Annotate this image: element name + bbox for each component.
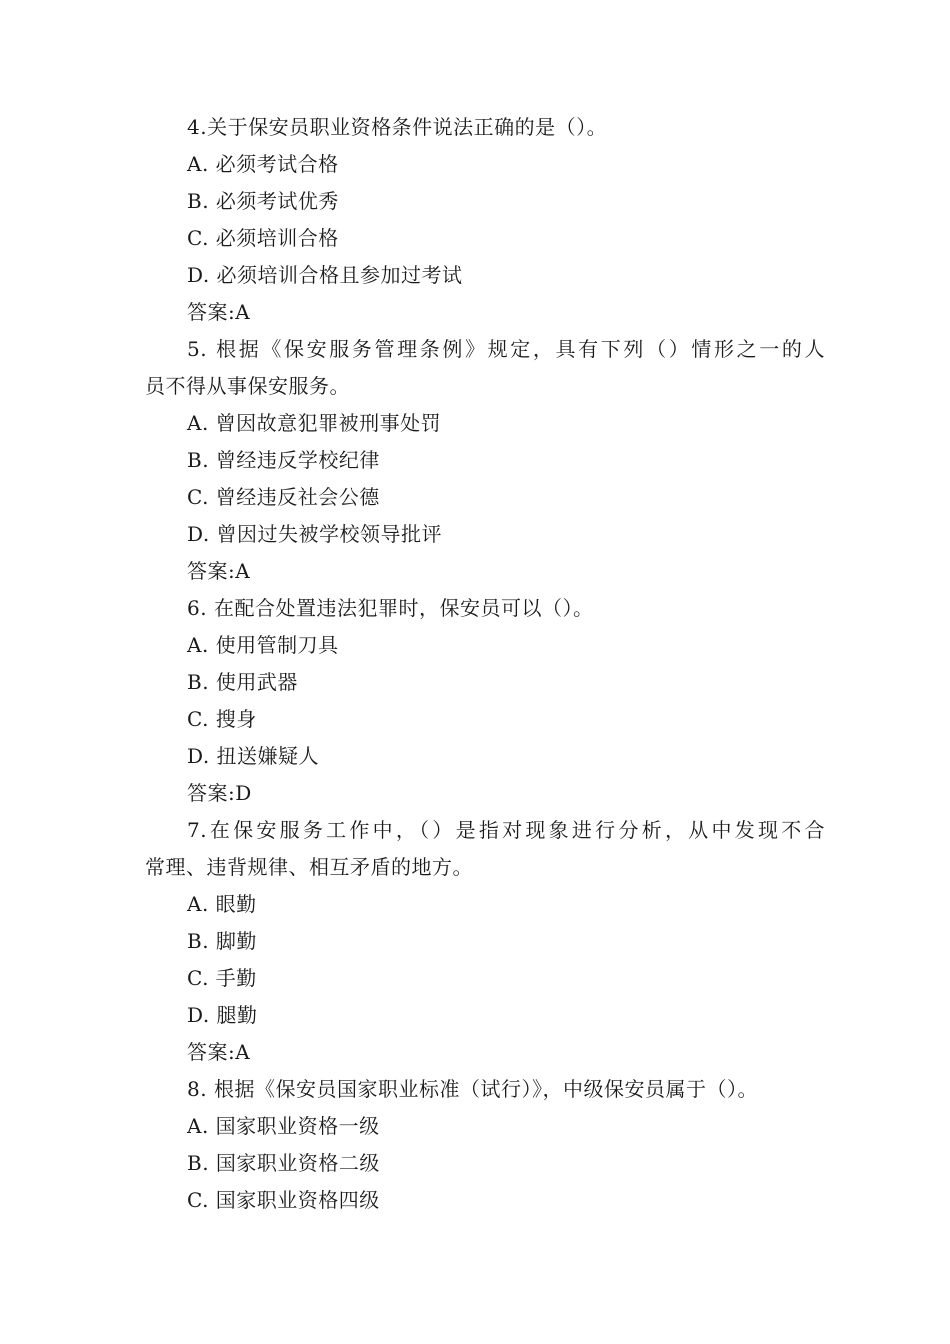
question-7 [145,812,825,1071]
option-a: A. 眼勤 [187,892,257,916]
question-stem: 7.在保安服务工作中，（）是指对现象进行分析，从中发现不合 [187,818,825,842]
option-a: A. 必须考试合格 [187,152,339,176]
question-stem: 8. 根据《保安员国家职业标准（试行）》，中级保安员属于（）。 [187,1077,758,1101]
question-stem: 5. 根据《保安服务管理条例》规定，具有下列（）情形之一的人 [187,337,825,361]
option-a: A. 曾因故意犯罪被刑事处罚 [187,411,442,435]
option-b: B. 脚勤 [187,929,257,953]
option-b: B. 使用武器 [187,670,298,694]
option-d: D. 腿勤 [187,1003,258,1027]
answer: 答案:A [187,559,251,583]
option-c: C. 搜身 [187,707,257,731]
option-c: C. 曾经违反社会公德 [187,485,380,509]
option-a: A. 国家职业资格一级 [187,1114,380,1138]
question-5 [145,331,825,590]
question-6 [145,590,825,812]
question-stem-continued: 常理、违背规律、相互矛盾的地方。 [145,855,473,879]
document-page [145,109,825,1219]
option-c: C. 手勤 [187,966,257,990]
question-8 [145,1071,825,1219]
option-b: B. 曾经违反学校纪律 [187,448,380,472]
answer: 答案:D [187,781,252,805]
question-stem-continued: 员不得从事保安服务。 [145,374,350,398]
option-a: A. 使用管制刀具 [187,633,339,657]
question-stem: 6. 在配合处置违法犯罪时，保安员可以（）。 [187,596,594,620]
option-d: D. 曾因过失被学校领导批评 [187,522,443,546]
option-b: B. 必须考试优秀 [187,189,339,213]
answer: 答案:A [187,1040,251,1064]
option-d: D. 必须培训合格且参加过考试 [187,263,463,287]
answer: 答案:A [187,300,251,324]
question-stem: 4.关于保安员职业资格条件说法正确的是（）。 [187,115,608,139]
option-c: C. 国家职业资格四级 [187,1188,380,1212]
option-b: B. 国家职业资格二级 [187,1151,380,1175]
option-c: C. 必须培训合格 [187,226,339,250]
question-4 [145,109,825,331]
option-d: D. 扭送嫌疑人 [187,744,320,768]
